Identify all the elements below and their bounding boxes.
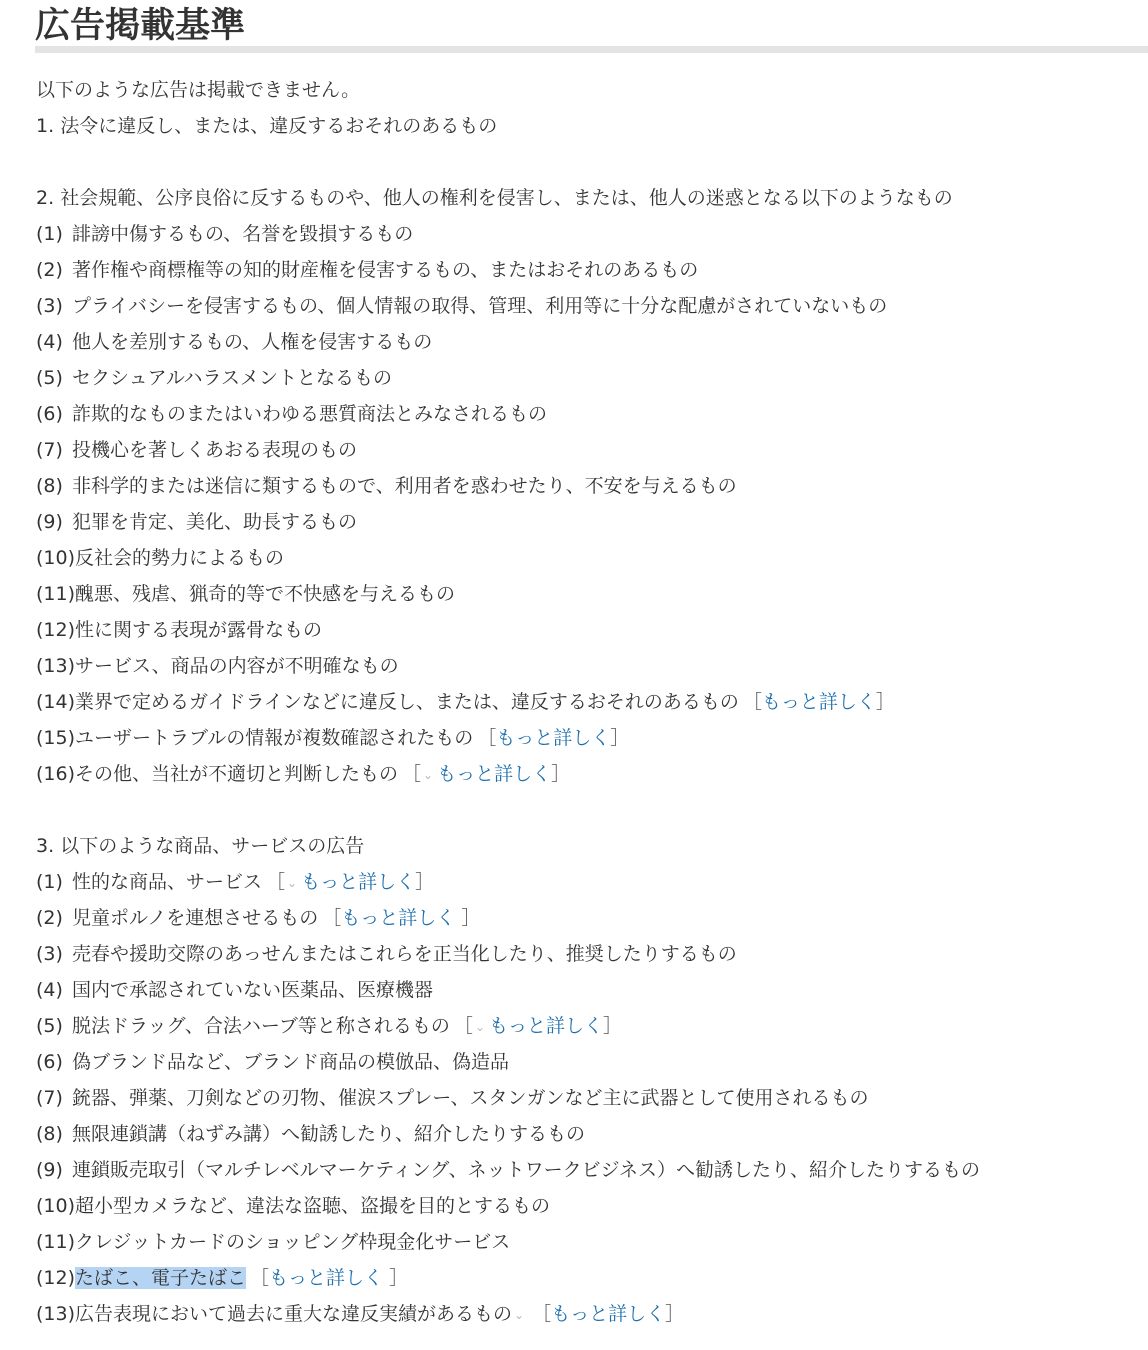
item-text: 性的な商品、サービス xyxy=(72,871,263,893)
section-3 xyxy=(36,828,1144,864)
section-2-item-2 xyxy=(36,252,1144,288)
item-number: (3) xyxy=(36,295,63,317)
item-text: 銃器、弾薬、刀剣などの刃物、催涙スプレー、スタンガンなど主に武器として使用されるもの xyxy=(72,1087,869,1109)
item-text: ユーザートラブルの情報が複数確認されたもの xyxy=(75,727,474,749)
section-3-item-4 xyxy=(36,972,1144,1008)
item-text: 犯罪を肯定、美化、助長するもの xyxy=(72,511,358,533)
item-number: (2) xyxy=(36,259,63,281)
more-details: ［ ⌄ もっと詳しく］ xyxy=(454,1015,622,1037)
more-details: ［ ⌄ もっと詳しく］ xyxy=(402,763,570,785)
item-text: 売春や援助交際のあっせんまたはこれらを正当化したり、推奨したりするもの xyxy=(72,943,737,965)
more-details: ［もっと詳しく］ xyxy=(477,727,630,749)
item-number: (16) xyxy=(36,763,76,785)
item-text: 投機心を著しくあおる表現のもの xyxy=(72,439,358,461)
more-details-link[interactable]: もっと詳しく xyxy=(761,691,876,713)
item-number: (5) xyxy=(36,367,63,389)
item-number: (11) xyxy=(36,583,76,605)
page-title: 広告掲載基準 xyxy=(35,6,246,46)
item-number: (8) xyxy=(36,475,63,497)
item-text: 詐欺的なものまたはいわゆる悪質商法とみなされるもの xyxy=(72,403,548,425)
section-3-item-5 xyxy=(36,1008,1144,1044)
section-3-item-9 xyxy=(36,1152,1144,1188)
chevron-down-icon[interactable]: ⌄ xyxy=(287,876,298,890)
chevron-down-icon[interactable]: ⌄ xyxy=(423,768,434,782)
item-number: (12) xyxy=(36,619,76,641)
item-number: (8) xyxy=(36,1123,63,1145)
item-text: 業界で定めるガイドラインなどに違反し、または、違反するおそれのあるもの xyxy=(75,691,739,713)
item-text: 反社会的勢力によるもの xyxy=(75,547,285,569)
section-2-item-15 xyxy=(36,720,1144,756)
item-text: 誹謗中傷するもの、名誉を毀損するもの xyxy=(72,223,414,245)
section-3-text: 以下のような商品、サービスの広告 xyxy=(60,835,365,857)
item-number: (14) xyxy=(36,691,76,713)
item-text: サービス、商品の内容が不明確なもの xyxy=(75,655,399,677)
guidelines-content xyxy=(36,72,1144,1332)
item-number: (3) xyxy=(36,943,63,965)
item-number: (1) xyxy=(36,223,63,245)
more-details-link[interactable]: もっと詳しく xyxy=(496,727,611,749)
spacer xyxy=(36,144,1144,180)
section-2-item-3 xyxy=(36,288,1144,324)
item-number: (7) xyxy=(36,1087,63,1109)
section-2-item-1 xyxy=(36,216,1144,252)
section-3-item-11 xyxy=(36,1224,1144,1260)
section-3-item-10 xyxy=(36,1188,1144,1224)
item-number: (5) xyxy=(36,1015,63,1037)
section-2-item-13 xyxy=(36,648,1144,684)
chevron-down-icon[interactable]: ⌄ xyxy=(474,1020,485,1034)
section-2-item-11 xyxy=(36,576,1144,612)
section-2-item-10 xyxy=(36,540,1144,576)
item-text: 他人を差別するもの、人権を侵害するもの xyxy=(72,331,433,353)
item-number: (6) xyxy=(36,403,63,425)
section-3-item-7 xyxy=(36,1080,1144,1116)
item-text: その他、当社が不適切と判断したもの xyxy=(75,763,399,785)
item-number: (6) xyxy=(36,1051,63,1073)
section-2-item-5 xyxy=(36,360,1144,396)
more-details: ［もっと詳しく ］ xyxy=(322,907,481,929)
item-text: 非科学的または迷信に類するもので、利用者を惑わせたり、不安を与えるもの xyxy=(72,475,737,497)
item-text: 広告表現において過去に重大な違反実績があるもの xyxy=(75,1303,513,1325)
section-1 xyxy=(36,108,1144,144)
section-1-text: 法令に違反し、または、違反するおそれのあるもの xyxy=(60,115,498,137)
item-number: (12) xyxy=(36,1267,76,1289)
item-number: (7) xyxy=(36,439,63,461)
item-number: (1) xyxy=(36,871,63,893)
section-2-item-16 xyxy=(36,756,1144,792)
item-number: (9) xyxy=(36,1159,63,1181)
more-details-link[interactable]: もっと詳しく xyxy=(301,871,416,893)
item-text: プライバシーを侵害するもの、個人情報の取得、管理、利用等に十分な配慮がされていないもの xyxy=(72,295,888,317)
section-2 xyxy=(36,180,1144,216)
section-3-item-1 xyxy=(36,864,1144,900)
more-details: ［もっと詳しく ］ xyxy=(250,1267,409,1289)
item-number: (4) xyxy=(36,979,63,1001)
section-2-item-4 xyxy=(36,324,1144,360)
section-3-item-8 xyxy=(36,1116,1144,1152)
item-text: クレジットカードのショッピング枠現金化サービス xyxy=(75,1231,511,1253)
section-2-item-6 xyxy=(36,396,1144,432)
selected-text: たばこ、電子たばこ xyxy=(75,1267,247,1289)
item-text: 醜悪、残虐、猟奇的等で不快感を与えるもの xyxy=(75,583,456,605)
item-text: 国内で承認されていない医薬品、医療機器 xyxy=(72,979,434,1001)
section-3-label: 3. xyxy=(36,835,55,857)
more-details: ［もっと詳しく］ xyxy=(532,1303,685,1325)
item-number: (2) xyxy=(36,907,63,929)
item-number: (11) xyxy=(36,1231,76,1253)
item-text: 脱法ドラッグ、合法ハーブ等と称されるもの xyxy=(72,1015,450,1037)
section-2-item-12 xyxy=(36,612,1144,648)
item-text: 児童ポルノを連想させるもの xyxy=(72,907,319,929)
intro-text: 以下のような広告は掲載できません。 xyxy=(36,79,361,101)
section-2-item-14 xyxy=(36,684,1144,720)
section-2-item-7 xyxy=(36,432,1144,468)
item-number: (10) xyxy=(36,1195,76,1217)
item-text: 無限連鎖講（ねずみ講）へ勧誘したり、紹介したりするもの xyxy=(72,1123,586,1145)
section-2-label: 2. xyxy=(36,187,55,209)
section-3-item-6 xyxy=(36,1044,1144,1080)
spacer xyxy=(36,792,1144,828)
item-number: (15) xyxy=(36,727,76,749)
section-2-item-9 xyxy=(36,504,1144,540)
item-number: (13) xyxy=(36,1303,76,1325)
section-3-item-2 xyxy=(36,900,1144,936)
section-1-label: 1. xyxy=(36,115,55,137)
item-text: 超小型カメラなど、違法な盗聴、盗撮を目的とするもの xyxy=(75,1195,551,1217)
more-details-link[interactable]: もっと詳しく xyxy=(489,1015,604,1037)
chevron-down-icon[interactable]: ⌄ xyxy=(514,1308,525,1322)
more-details-link[interactable]: もっと詳しく xyxy=(551,1303,666,1325)
item-number: (10) xyxy=(36,547,76,569)
section-2-text: 社会規範、公序良俗に反するものや、他人の権利を侵害し、または、他人の迷惑となる以下のようなもの xyxy=(60,187,953,209)
more-details: ［もっと詳しく］ xyxy=(742,691,895,713)
item-number: (13) xyxy=(36,655,76,677)
item-number: (9) xyxy=(36,511,63,533)
item-text: セクシュアルハラスメントとなるもの xyxy=(72,367,392,389)
item-number: (4) xyxy=(36,331,63,353)
more-details: ［ ⌄ もっと詳しく］ xyxy=(266,871,434,893)
more-details-link[interactable]: もっと詳しく xyxy=(341,907,456,929)
item-text: 連鎖販売取引（マルチレベルマーケティング、ネットワークビジネス）へ勧誘したり、紹介したりするもの xyxy=(72,1159,981,1181)
section-2-item-8 xyxy=(36,468,1144,504)
item-text: 性に関する表現が露骨なもの xyxy=(75,619,323,641)
title-divider xyxy=(35,46,1148,53)
section-3-item-12 xyxy=(36,1260,1144,1296)
section-3-item-3 xyxy=(36,936,1144,972)
more-details-link[interactable]: もっと詳しく xyxy=(269,1267,384,1289)
more-details-link[interactable]: もっと詳しく xyxy=(437,763,552,785)
section-3-item-13 xyxy=(36,1296,1144,1332)
item-text: 偽ブランド品など、ブランド商品の模倣品、偽造品 xyxy=(72,1051,510,1073)
item-text: 著作権や商標権等の知的財産権を侵害するもの、またはおそれのあるもの xyxy=(72,259,699,281)
